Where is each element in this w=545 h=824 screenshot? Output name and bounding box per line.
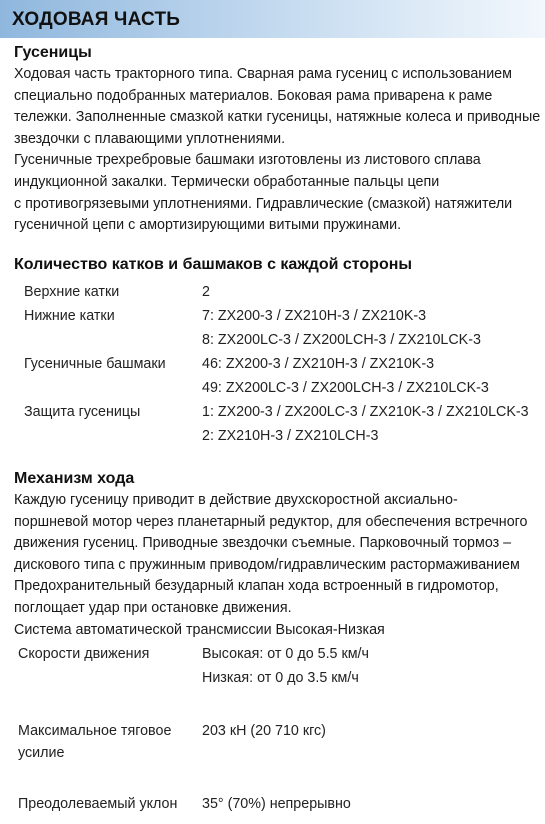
- quantity-title: Количество катков и башмаков с каждой стороны: [14, 256, 413, 273]
- spec-value-speed-low: Низкая: от 0 до 3.5 км/ч: [202, 670, 359, 686]
- spec-value-speed-high: Высокая: от 0 до 5.5 км/ч: [202, 646, 369, 662]
- spec-value-upper-rollers: 2: [202, 284, 210, 300]
- tracks-title: Гусеницы: [14, 44, 92, 61]
- spec-label-lower-rollers: Нижние катки: [24, 308, 115, 324]
- text-line: Система автоматической трансмиссии Высокая-Низкая: [14, 621, 385, 638]
- text-line: специально подобранных материалов. Боковая рама приварена к раме: [14, 87, 493, 104]
- text-line: индукционной закалки. Термически обработанные пальцы цепи: [14, 173, 440, 190]
- text-line: Предохранительный безударный клапан хода встроенный в гидромотор,: [14, 578, 499, 595]
- spec-value-gradeability: 35° (70%) непрерывно: [202, 796, 351, 812]
- text-line: Ходовая часть тракторного типа. Сварная рама гусениц с использованием: [14, 66, 512, 82]
- text-line: гусеничной цепи с амортизирующими витыми пружинами.: [14, 217, 402, 234]
- page-title: ХОДОВАЯ ЧАСТЬ: [12, 9, 181, 30]
- spec-label-drawbar-pull: Максимальное тяговое: [18, 723, 172, 739]
- text-line: поглощает удар при остановке движения.: [14, 599, 292, 616]
- spec-value-track-shoes-2: 49: ZX200LC-3 / ZX200LCH-3 / ZX210LCK-3: [202, 380, 489, 396]
- text-line: тележки. Заполненные смазкой катки гусеницы, натяжные колеса и приводные: [14, 109, 541, 126]
- text-line: Гусеничные трехребровые башмаки изготовлены из листового сплава: [14, 152, 481, 169]
- text-line: звездочки с плавающими уплотнениями.: [14, 130, 286, 147]
- text-line: поршневой мотор через планетарный редуктор, для обеспечения встречного: [14, 513, 528, 530]
- spec-value-drawbar-pull: 203 кН (20 710 кгс): [202, 723, 326, 739]
- spec-label-gradeability: Преодолеваемый уклон: [18, 796, 178, 812]
- spec-value-track-shoes-1: 46: ZX200-3 / ZX210H-3 / ZX210K-3: [202, 356, 435, 372]
- spec-label-drawbar-pull-cont: усилие: [18, 745, 65, 761]
- spec-value-track-guard-1: 1: ZX200-3 / ZX200LC-3 / ZX210K-3 / ZX210LCK-3: [202, 404, 529, 420]
- spec-label-travel-speeds: Скорости движения: [18, 646, 150, 662]
- travel-description: [14, 490, 534, 641]
- text-line: дискового типа с пружинным приводом/гидравлическим растормаживанием: [14, 556, 520, 573]
- spec-value-lower-rollers-2: 8: ZX200LC-3 / ZX200LCH-3 / ZX210LCK-3: [202, 332, 481, 348]
- section-header-band: [0, 0, 545, 38]
- tracks-description: [14, 64, 541, 237]
- spec-label-track-shoes: Гусеничные башмаки: [24, 356, 166, 372]
- spec-value-lower-rollers-1: 7: ZX200-3 / ZX210H-3 / ZX210K-3: [202, 308, 427, 324]
- spec-value-track-guard-2: 2: ZX210H-3 / ZX210LCH-3: [202, 428, 379, 444]
- text-line: Каждую гусеницу приводит в действие двухскоростной аксиально-: [14, 492, 458, 508]
- spec-label-upper-rollers: Верхние катки: [24, 284, 120, 300]
- text-line: с противогрязевыми уплотнениями. Гидравлические (смазкой) натяжители: [14, 195, 513, 212]
- text-line: движения гусениц. Приводные звездочки съемные. Парковочный тормоз –: [14, 535, 512, 552]
- travel-title: Механизм хода: [14, 470, 135, 487]
- spec-label-track-guard: Защита гусеницы: [24, 404, 141, 420]
